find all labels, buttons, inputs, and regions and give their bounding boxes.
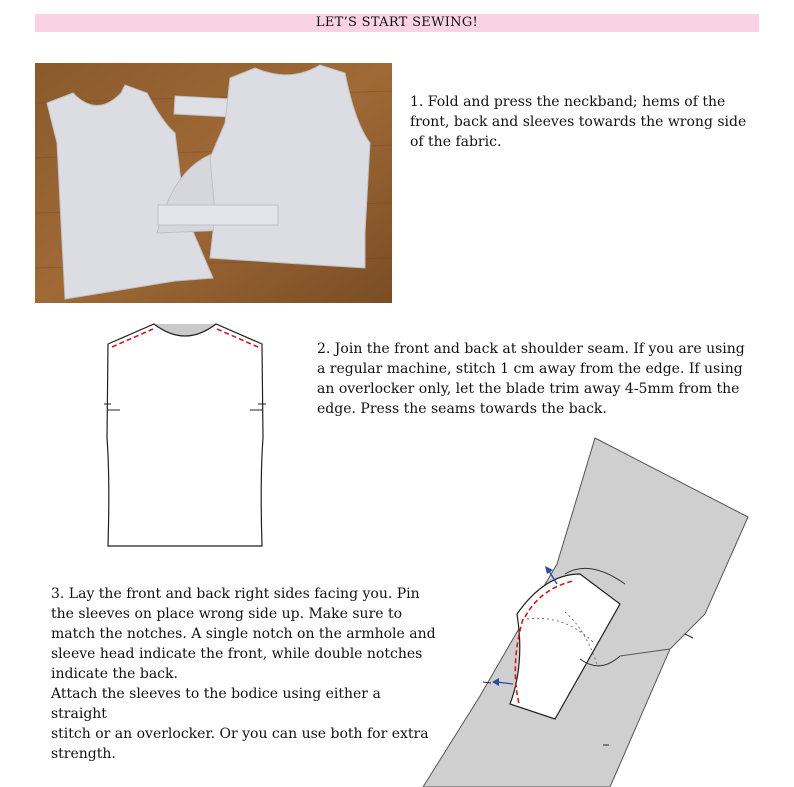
back-piece: [210, 65, 370, 268]
bodice-outline: [107, 324, 263, 546]
pattern-pieces-photo: [35, 63, 392, 303]
notch-bodice-3: [685, 634, 693, 638]
step-2-text: 2. Join the front and back at shoulder seam. If you are using a regular machine, stitch 1 cm away from the edge. If using an overlocker only, let the blade trim away 4-5mm from the edge. Press the seams towards the back.: [317, 341, 745, 417]
header-bar: [35, 14, 759, 32]
step-3-text: 3. Lay the front and back right sides facing you. Pin the sleeves on place wrong side up. Make sure to match the notches. A single notch on the armhole and sleeve head indicate the front, while double notches indicate the back. Attach the sleeves to the bodice using either a straight stitch or an overlocker. Or you can use both for extra strength.: [51, 586, 436, 762]
sleeve-attachment-diagram: [415, 434, 755, 787]
page-title: LET’S START SEWING!: [315, 15, 479, 30]
sleeve-hem-strip: [158, 205, 278, 225]
bodice-diagram: [100, 318, 270, 552]
step-1-text: 1. Fold and press the neckband; hems of the front, back and sleeves towards the wrong side of the fabric.: [410, 94, 747, 150]
